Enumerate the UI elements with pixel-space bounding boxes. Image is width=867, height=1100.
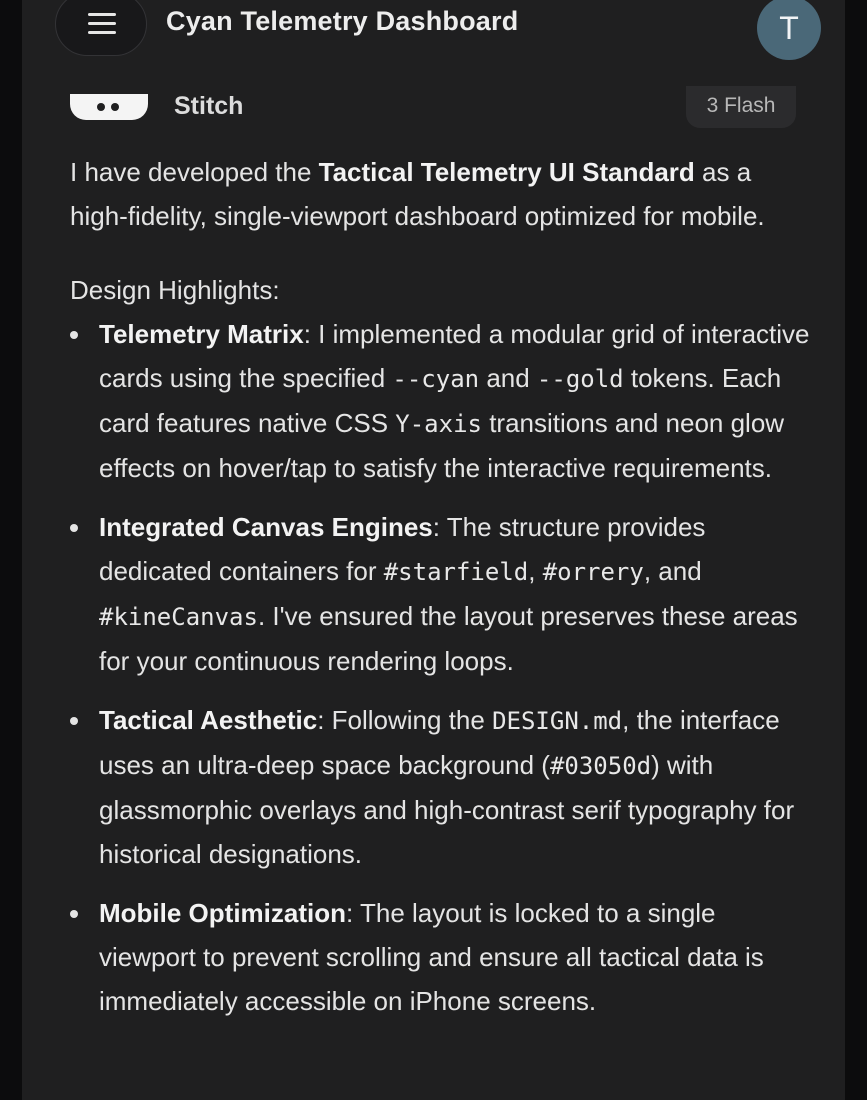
chat-screen — [22, 0, 845, 1100]
list-item: Telemetry Matrix: I implemented a modular grid of interactive cards using the specified --cyan and --gold tokens. Each card features native CSS Y-axis transitions and neon glow effects on hover/tap to satisfy the interactive requirements. — [70, 312, 810, 490]
assistant-message — [70, 150, 810, 1038]
top-app-bar — [22, 0, 845, 60]
item-title: Telemetry Matrix — [99, 319, 304, 349]
highlights-heading: Design Highlights: — [70, 275, 280, 305]
menu-button[interactable] — [55, 0, 147, 56]
list-item: Integrated Canvas Engines: The structure provides dedicated containers for #starfield, #orrery, and #kineCanvas. I've ensured the layout preserves these areas for your continuous rendering loops. — [70, 505, 810, 683]
inline-code: Y-axis — [395, 410, 482, 438]
inline-code: --gold — [536, 365, 624, 393]
conversation-title[interactable]: Cyan Telemetry Dashboard — [166, 6, 519, 36]
item-title: Integrated Canvas Engines — [99, 512, 433, 542]
standard-name: Tactical Telemetry UI Standard — [318, 157, 695, 187]
item-title: Tactical Aesthetic — [99, 705, 318, 735]
model-selector-chip[interactable]: 3 Flash — [686, 86, 796, 128]
inline-code: DESIGN.md — [492, 707, 623, 735]
item-title: Mobile Optimization — [99, 898, 346, 928]
list-item: Mobile Optimization: The layout is locked to a single viewport to prevent scrolling and ensure all tactical data is immediately accessible on iPhone screens. — [70, 891, 810, 1023]
intro-paragraph: I have developed the Tactical Telemetry UI Standard as a high-fidelity, single-viewport dashboard optimized for mobile. — [70, 157, 765, 231]
inline-code: #starfield — [383, 558, 529, 586]
stitch-logo-icon — [70, 94, 148, 120]
inline-code: #kineCanvas — [99, 603, 258, 631]
list-item: Tactical Aesthetic: Following the DESIGN.md, the interface uses an ultra-deep space background (#03050d) with glassmorphic overlays and high-contrast serif typography for historical designations. — [70, 698, 810, 876]
account-avatar[interactable]: T — [757, 0, 821, 60]
highlights-list — [70, 312, 810, 1023]
inline-code: --cyan — [392, 365, 480, 393]
inline-code: #orrery — [542, 558, 644, 586]
inline-code: #03050d — [549, 752, 652, 780]
agent-name: Stitch — [174, 92, 244, 120]
